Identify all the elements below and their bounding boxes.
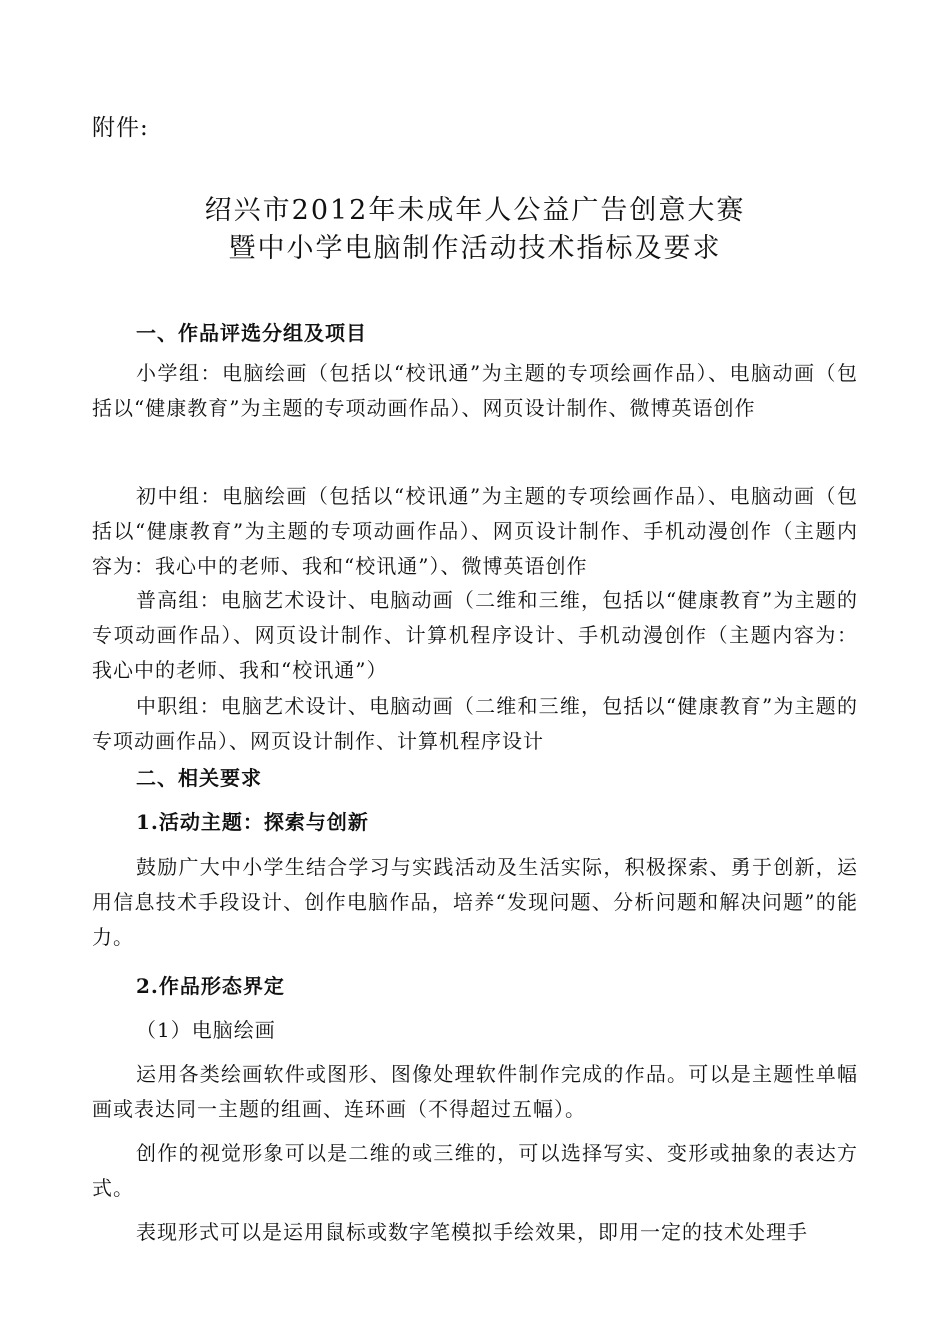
paragraph-activity-theme: 鼓励广大中小学生结合学习与实践活动及生活实际，积极探索、勇于创新，运用信息技术手段设计、创作电脑作品，培养“发现问题、分析问题和解决问题”的能力。 xyxy=(92,855,858,949)
section-heading-groups: 一、作品评选分组及项目 xyxy=(136,321,367,345)
paragraph-painting-visual: 创作的视觉形象可以是二维的或三维的，可以选择写实、变形或抽象的表达方式。 xyxy=(92,1141,858,1200)
paragraph-painting-definition: 运用各类绘画软件或图形、图像处理软件制作完成的作品。可以是主题性单幅画或表达同一主题的组画、连环画（不得超过五幅）。 xyxy=(92,1062,858,1121)
paragraph-senior-group: 普高组：电脑艺术设计、电脑动画（二维和三维，包括以“健康教育”为主题的专项动画作品）、网页设计制作、计算机程序设计、手机动漫创作（主题内容为：我心中的老师、我和“校讯通”） xyxy=(92,588,858,682)
subheading-computer-painting: （1）电脑绘画 xyxy=(136,1018,276,1042)
document-title-line-2: 暨中小学电脑制作活动技术指标及要求 xyxy=(228,233,722,264)
paragraph-painting-form: 表现形式可以是运用鼠标或数字笔模拟手绘效果，即用一定的技术处理手 xyxy=(136,1220,808,1244)
paragraph-vocational-group: 中职组：电脑艺术设计、电脑动画（二维和三维，包括以“健康教育”为主题的专项动画作品）、网页设计制作、计算机程序设计 xyxy=(92,694,858,753)
paragraph-primary-group: 小学组：电脑绘画（包括以“校讯通”为主题的专项绘画作品）、电脑动画（包括以“健康教育”为主题的专项动画作品）、网页设计制作、微博英语创作 xyxy=(92,361,858,420)
subheading-work-form: 2.作品形态界定 xyxy=(136,974,285,998)
section-heading-requirements: 二、相关要求 xyxy=(136,766,262,790)
subheading-activity-theme: 1.活动主题：探索与创新 xyxy=(136,810,369,834)
document-title-line-1: 绍兴市2012年未成年人公益广告创意大赛 xyxy=(204,195,746,226)
attachment-label: 附件: xyxy=(92,115,149,141)
paragraph-junior-group: 初中组：电脑绘画（包括以“校讯通”为主题的专项绘画作品）、电脑动画（包括以“健康教育”为主题的专项动画作品）、网页设计制作、手机动漫创作（主题内容为：我心中的老师、我和“校讯通”）、微博英语创作 xyxy=(92,484,858,578)
